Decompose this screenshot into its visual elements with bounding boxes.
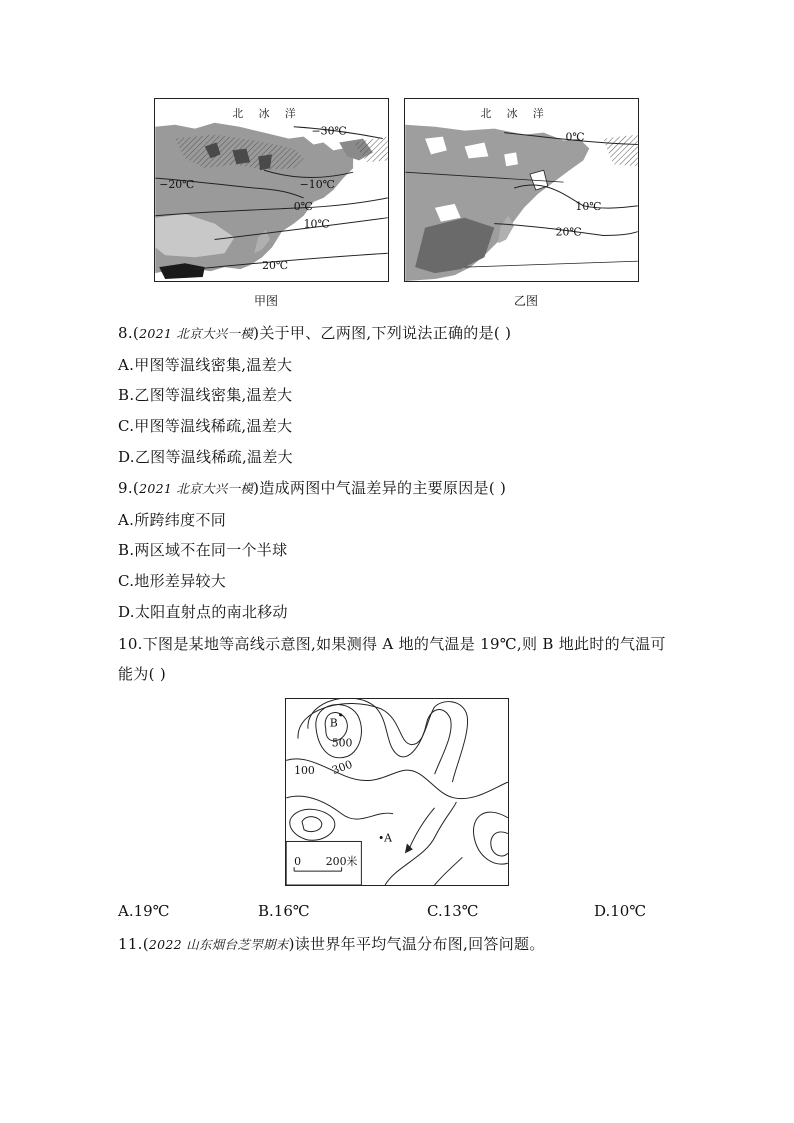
isotherm-label: 10℃ [575,199,602,213]
q11-number: 11.( [118,935,149,953]
q9-option-a: A.所跨纬度不同 [118,511,227,529]
q10-option-b: B.16℃ [258,902,310,920]
q8-source: 2021 北京大兴一模 [139,326,254,341]
point-a-label: A [384,831,392,845]
q10-option-d: D.10℃ [594,902,647,920]
isotherm-label: −30℃ [311,124,347,138]
scale-distance: 200米 [325,855,358,869]
contour-map [285,698,509,886]
q9-source: 2021 北京大兴一模 [139,481,254,496]
alaska-hatched [603,135,638,167]
map-yi-ocean-label: 北 冰 洋 [480,106,550,120]
isotherm-label: 0℃ [293,199,313,213]
q10-stem-line1: 10.下图是某地等高线示意图,如果测得 A 地的气温是 19℃,则 B 地此时的气温可 [118,635,666,653]
isotherm-label: −10℃ [299,178,335,192]
q10-option-a: A.19℃ [118,902,170,920]
q9-option-c: C.地形差异较大 [118,572,227,590]
scale-zero: 0 [294,855,302,869]
contour-label-500: 500 [331,736,353,750]
q8-option-b: B.乙图等温线密集,温差大 [118,386,293,404]
map-jia-caption: 甲图 [254,294,279,308]
q8-option-a: A.甲图等温线密集,温差大 [118,356,293,374]
q10-option-c: C.13℃ [427,902,479,920]
q8-option-c: C.甲图等温线稀疏,温差大 [118,417,293,435]
q8-option-d: D.乙图等温线稀疏,温差大 [118,448,293,466]
map-yi-drawing [405,99,638,281]
q10-stem-line2: 能为( ) [118,665,166,683]
map-jia [154,98,389,282]
contour-label-100: 100 [294,764,315,778]
map-jia-drawing [155,99,388,281]
contour-label-300: 300 [330,757,355,778]
isotherm-label: 20℃ [262,259,289,273]
q11-text: )读世界年平均气温分布图,回答问题。 [288,935,545,953]
isotherm-label: 0℃ [565,130,585,144]
isotherm-label: 10℃ [303,217,330,231]
q9-stem [118,477,506,498]
q9-number: 9.( [118,479,140,497]
map-yi [404,98,639,282]
q8-stem [118,322,511,343]
q9-option-d: D.太阳直射点的南北移动 [118,603,288,621]
q11-stem [118,933,545,954]
q11-source: 2022 山东烟台芝罘期末 [148,937,289,952]
isotherm-label: −20℃ [159,178,195,192]
q8-text: )关于甲、乙两图,下列说法正确的是( ) [253,324,512,342]
q9-option-b: B.两区域不在同一个半球 [118,541,288,559]
map-yi-caption: 乙图 [514,294,539,308]
point-b-label: B [329,716,338,730]
q9-text: )造成两图中气温差异的主要原因是( ) [253,479,507,497]
q8-number: 8.( [118,324,140,342]
isotherm-label: 20℃ [555,225,582,239]
map-jia-ocean-label: 北 冰 洋 [232,106,302,120]
contour-map-drawing [286,699,508,885]
